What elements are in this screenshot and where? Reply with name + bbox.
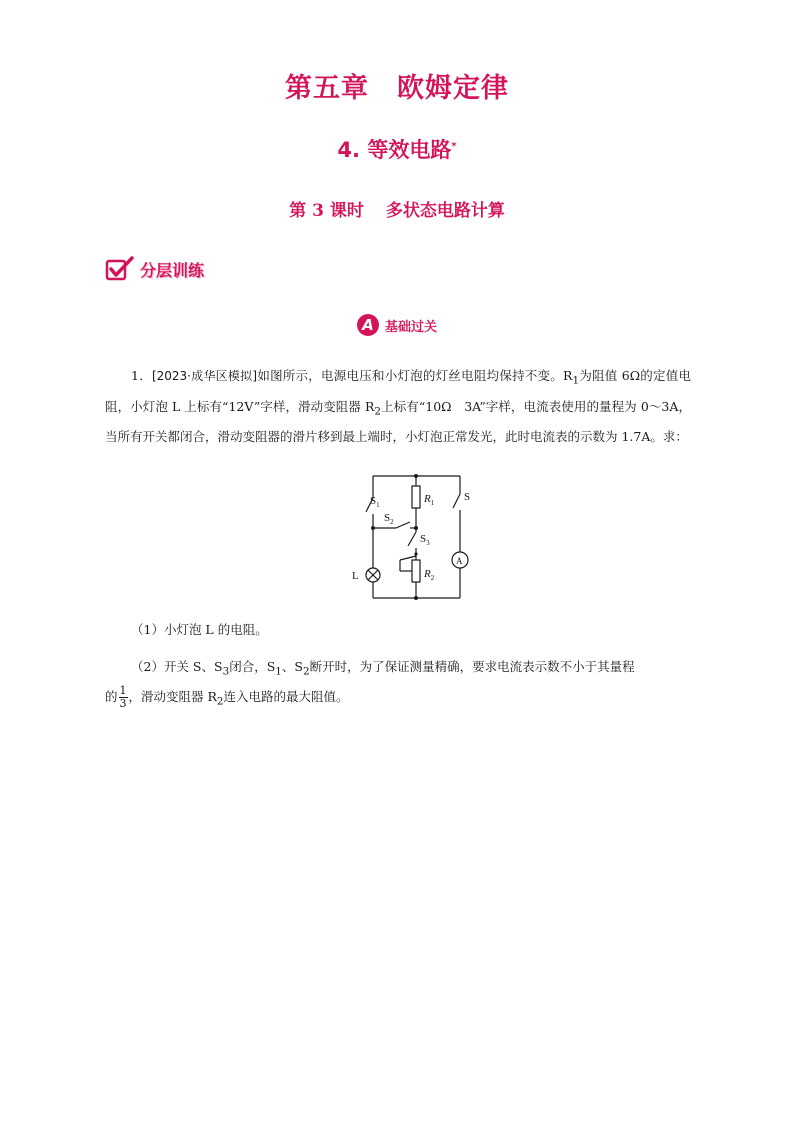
junction-dot [414,474,418,478]
question-2-line-1 [105,654,691,685]
q2-text-b: 闭合，S [229,659,276,674]
junction-dot [414,552,417,555]
label-r1: $R_1$ [424,493,435,507]
q2-text-e: 的 [105,689,118,704]
problem-text-c: 上标有“10Ω 3A”字样，电流表使用的量程为 0～3A，当所有开关都闭合，滑动变阻器的滑片移到最上端时，小灯泡正常发光，此时电流表的示数为 1.7A。求： [105,398,691,444]
switch-s2-icon [396,522,410,528]
q2-text-c: 、S [281,659,303,674]
fraction-denominator: 3 [119,697,127,710]
problem-text-a: 如图所示，电源电压和小灯泡的灯丝电阻均保持不变。R [257,368,573,383]
problem-number: 1． [131,368,152,383]
lesson-name: 多状态电路计算 [385,201,505,221]
layer-training-label: 分层训练 [140,260,205,280]
fraction-numerator: 1 [119,684,127,697]
rheostat-r2-icon [412,560,420,582]
q2-text-d: 断开时，为了保证测量精确，要求电流表示数不小于其量程 [309,659,635,674]
switch-s3-icon [408,532,416,546]
label-r2: $R_2$ [424,568,435,582]
chapter-title [0,66,794,105]
problem-statement [105,363,691,449]
switch-s-icon [453,494,460,508]
section-mark: * [451,141,457,152]
subscript: 2 [302,665,310,678]
junction-dot [414,596,418,600]
fraction-one-third [119,685,128,710]
problem-text-b: 为阻值 6Ω的定值电阻，小灯泡 L 上标有“12V”字样，滑动变阻器 R [105,368,692,414]
label-s3: $S_3$ [420,533,430,547]
label-ammeter: A [456,556,463,566]
question-2-line-2 [105,684,691,715]
junction-dot [414,526,418,530]
lesson-number: 第 3 课时 [289,201,364,221]
problem-source: [2023·成华区模拟] [151,369,258,383]
resistor-r1-icon [412,486,420,508]
label-s: S [464,491,471,503]
chapter-name: 欧姆定律 [397,73,509,104]
label-s2: $S_2$ [384,512,394,526]
checkbox-icon [105,256,135,282]
junction-dot [371,526,375,530]
subscript: 3 [222,665,230,678]
q2-text-f: ，滑动变阻器 R [128,689,217,704]
section-name: 4. 等效电路 [337,138,452,162]
lesson-title [0,196,794,221]
basic-pass-label: 基础过关 [384,319,437,335]
label-lamp: L [352,570,359,582]
question-1-text: （1）小灯泡 L 的电阻。 [131,622,268,637]
question-1 [105,617,691,642]
subscript: 2 [374,405,382,417]
q2-text-g: 连入电路的最大阻值。 [223,689,349,704]
subscript: 1 [572,374,580,387]
basic-pass-heading [0,314,794,336]
subscript: 2 [216,695,224,708]
label-s1: $S_1$ [370,495,380,509]
q2-text-a: （2）开关 S、S [131,659,223,674]
level-a-badge-icon: A [357,314,379,336]
circuit-diagram [348,468,478,606]
chapter-number: 第五章 [285,73,369,104]
subscript: 1 [275,665,282,678]
layer-training-heading [105,256,204,282]
section-title [0,134,794,164]
